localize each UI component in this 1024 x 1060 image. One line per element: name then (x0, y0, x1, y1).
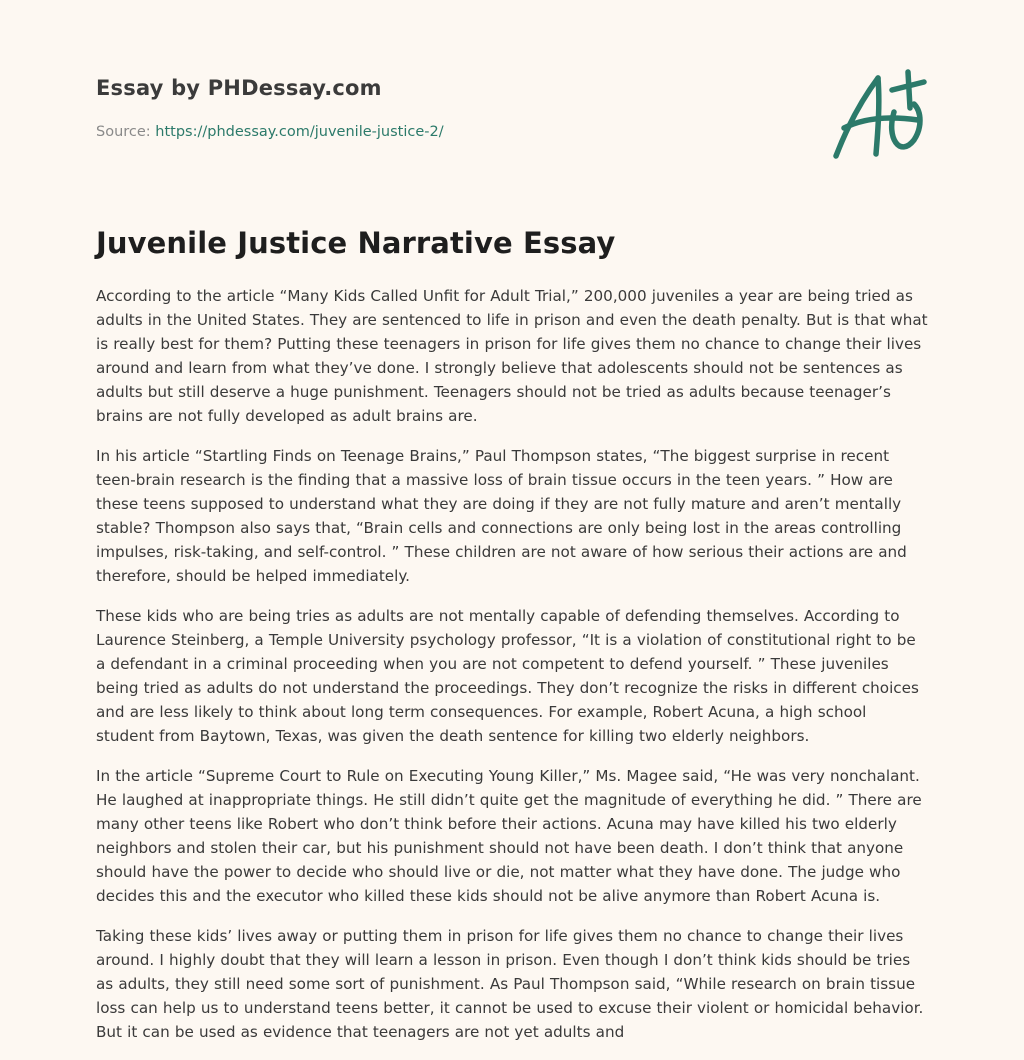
a-plus-logo-icon (826, 68, 930, 164)
essay-body (96, 284, 928, 1044)
page-header (96, 0, 928, 190)
essay-paragraph: Taking these kids’ lives away or putting them in prison for life gives them no chance to change their lives around. I highly doubt that they will learn a lesson in prison. Even though I don’t think kids should be tries as adults, they still need some sort of punishment. As Paul Thompson said, “While research on brain tissue loss can help us to understand teens better, it cannot be used to excuse their violent or homicidal behavior. But it can be used as evidence that teenagers are not yet adults and (96, 927, 924, 1041)
essay-paragraph: In his article “Startling Finds on Teenage Brains,” Paul Thompson states, “The biggest surprise in recent teen-brain research is the finding that a massive loss of brain tissue occurs in the teen years. ” How are these teens supposed to understand what they are doing if they are not fully mature and aren’t mentally stable? Thompson also says that, “Brain cells and connections are only being lost in the areas controlling impulses, risk-taking, and self-control. ” These children are not aware of how serious their actions are and therefore, should be helped immediately. (96, 447, 907, 585)
essay-paragraph: These kids who are being tries as adults are not mentally capable of defending themselves. According to Laurence Steinberg, a Temple University psychology professor, “It is a violation of constitutional right to be a defendant in a criminal proceeding when you are not competent to defend yourself. ” These juveniles being tried as adults do not understand the proceedings. They don’t recognize the risks in different choices and are less likely to think about long term consequences. For example, Robert Acuna, a high school student from Baytown, Texas, was given the death sentence for killing two elderly neighbors. (96, 607, 919, 745)
site-brand: Essay by PHDessay.com (96, 76, 382, 100)
source-line (96, 124, 444, 140)
source-link[interactable]: https://phdessay.com/juvenile-justice-2/ (155, 124, 444, 140)
essay-title: Juvenile Justice Narrative Essay (96, 226, 616, 260)
essay-paragraph: In the article “Supreme Court to Rule on Executing Young Killer,” Ms. Magee said, “He was very nonchalant. He laughed at inappropriate things. He still didn’t quite get the magnitude of everything he did. ” There are many other teens like Robert who don’t think before their actions. Acuna may have killed his two elderly neighbors and stolen their car, but his punishment should not have been death. I don’t think that anyone should have the power to decide who should live or die, not matter what they have done. The judge who decides this and the executor who killed these kids should not be alive anymore than Robert Acuna is. (96, 767, 922, 905)
source-label: Source: (96, 124, 151, 140)
essay-paragraph: According to the article “Many Kids Called Unfit for Adult Trial,” 200,000 juveniles a year are being tried as adults in the United States. They are sentenced to life in prison and even the death penalty. But is that what is really best for them? Putting these teenagers in prison for life gives them no chance to change their lives around and learn from what they’ve done. I strongly believe that adolescents should not be sentences as adults but still deserve a huge punishment. Teenagers should not be tried as adults because teenager’s brains are not fully developed as adult brains are. (96, 287, 928, 425)
